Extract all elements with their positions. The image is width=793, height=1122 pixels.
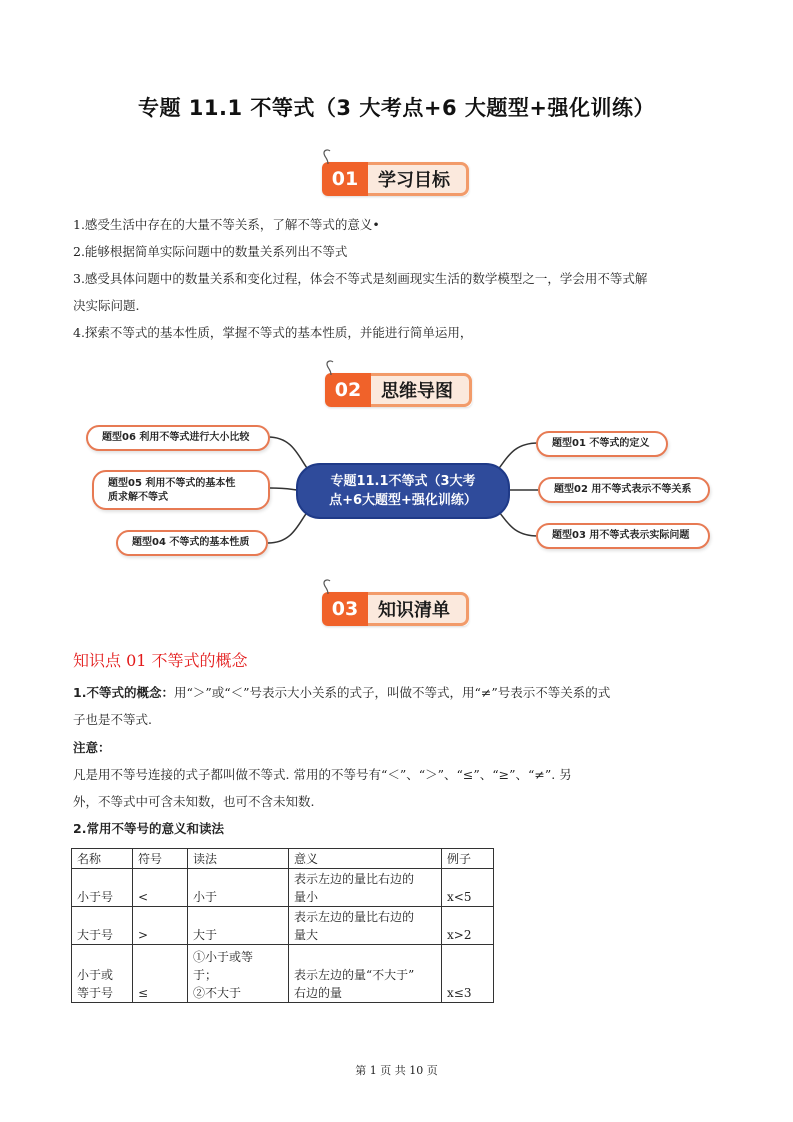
table-cell: 小于 bbox=[188, 869, 289, 907]
table-row bbox=[72, 945, 494, 1003]
table-cell: x>2 bbox=[442, 907, 494, 945]
section-badge-knowledge bbox=[322, 592, 469, 626]
note-text: 凡是用不等号连接的式子都叫做不等式. 常用的不等号有“＜”、“＞”、“≤”、“≥”、“≠”. 另 bbox=[73, 767, 572, 782]
table-header: 符号 bbox=[133, 849, 188, 869]
table-header: 名称 bbox=[72, 849, 133, 869]
table-header: 意义 bbox=[289, 849, 442, 869]
mindmap-node-type04: 题型04 不等式的基本性质 bbox=[116, 530, 268, 556]
section-label: 学习目标 bbox=[368, 162, 469, 196]
mindmap-node-type03: 题型03 用不等式表示实际问题 bbox=[536, 523, 710, 549]
table-cell: x≤3 bbox=[442, 945, 494, 1003]
objective-item: 决实际问题. bbox=[73, 298, 140, 313]
table-header: 例子 bbox=[442, 849, 494, 869]
mindmap-node-type06: 题型06 利用不等式进行大小比较 bbox=[86, 425, 270, 451]
table-row bbox=[72, 869, 494, 907]
mindmap-node-type02: 题型02 用不等式表示不等关系 bbox=[538, 477, 710, 503]
table-cell: < bbox=[133, 869, 188, 907]
table-cell: 表示左边的量比右边的 量大 bbox=[289, 907, 442, 945]
section-number: 03 bbox=[322, 592, 368, 626]
node-line: 质求解不等式 bbox=[108, 492, 168, 503]
objective-item: 3.感受具体问题中的数量关系和变化过程，体会不等式是刻画现实生活的数学模型之一，学会用不等式解 bbox=[73, 271, 648, 286]
section-number: 02 bbox=[325, 373, 371, 407]
table-cell: ≤ bbox=[133, 945, 188, 1003]
objective-item: 1.感受生活中存在的大量不等关系，了解不等式的意义• bbox=[73, 217, 380, 232]
definition-text: 用“＞”或“＜”号表示大小关系的式子，叫做不等式，用“≠”号表示不等关系的式 bbox=[173, 685, 611, 700]
mindmap-node-type01: 题型01 不等式的定义 bbox=[536, 431, 668, 457]
note-label: 注意： bbox=[73, 740, 111, 755]
table-header-row bbox=[72, 849, 494, 869]
curl-icon bbox=[322, 578, 334, 594]
table-cell: 表示左边的量“不大于” 右边的量 bbox=[289, 945, 442, 1003]
table-row bbox=[72, 907, 494, 945]
section-label: 知识清单 bbox=[368, 592, 469, 626]
mindmap-node-type05 bbox=[92, 470, 270, 510]
center-line: 专题11.1不等式（3大考 bbox=[330, 474, 476, 489]
table-cell: > bbox=[133, 907, 188, 945]
knowledge-point-title: 知识点 01 不等式的概念 bbox=[73, 651, 248, 670]
note-paragraph bbox=[73, 761, 723, 815]
table-cell: 大于 bbox=[188, 907, 289, 945]
table-title: 2.常用不等号的意义和读法 bbox=[73, 821, 224, 836]
section-label: 思维导图 bbox=[371, 373, 472, 407]
definition-text: 子也是不等式. bbox=[73, 712, 152, 727]
page-title: 专题 11.1 不等式（3 大考点+6 大题型+强化训练） bbox=[138, 96, 655, 120]
page-footer: 第 1 页 共 10 页 bbox=[355, 1064, 438, 1077]
inequality-table bbox=[71, 848, 494, 1003]
definition-label: 1.不等式的概念： bbox=[73, 685, 174, 700]
objective-item: 2.能够根据简单实际问题中的数量关系列出不等式 bbox=[73, 244, 348, 259]
table-cell: 小于或 等于号 bbox=[72, 945, 133, 1003]
table-cell: 表示左边的量比右边的 量小 bbox=[289, 869, 442, 907]
table-cell: x<5 bbox=[442, 869, 494, 907]
table-cell: 大于号 bbox=[72, 907, 133, 945]
mindmap-center bbox=[296, 463, 510, 519]
objective-item: 4.探索不等式的基本性质，掌握不等式的基本性质，并能进行简单运用， bbox=[73, 325, 473, 340]
note-text: 外，不等式中可含未知数，也可不含未知数. bbox=[73, 794, 315, 809]
section-number: 01 bbox=[322, 162, 368, 196]
node-line: 题型05 利用不等式的基本性 bbox=[108, 478, 236, 489]
table-cell: ①小于或等 于； ②不大于 bbox=[188, 945, 289, 1003]
table-header: 读法 bbox=[188, 849, 289, 869]
definition-paragraph bbox=[73, 679, 723, 733]
center-line: 点+6大题型+强化训练） bbox=[329, 493, 477, 508]
table-cell: 小于号 bbox=[72, 869, 133, 907]
